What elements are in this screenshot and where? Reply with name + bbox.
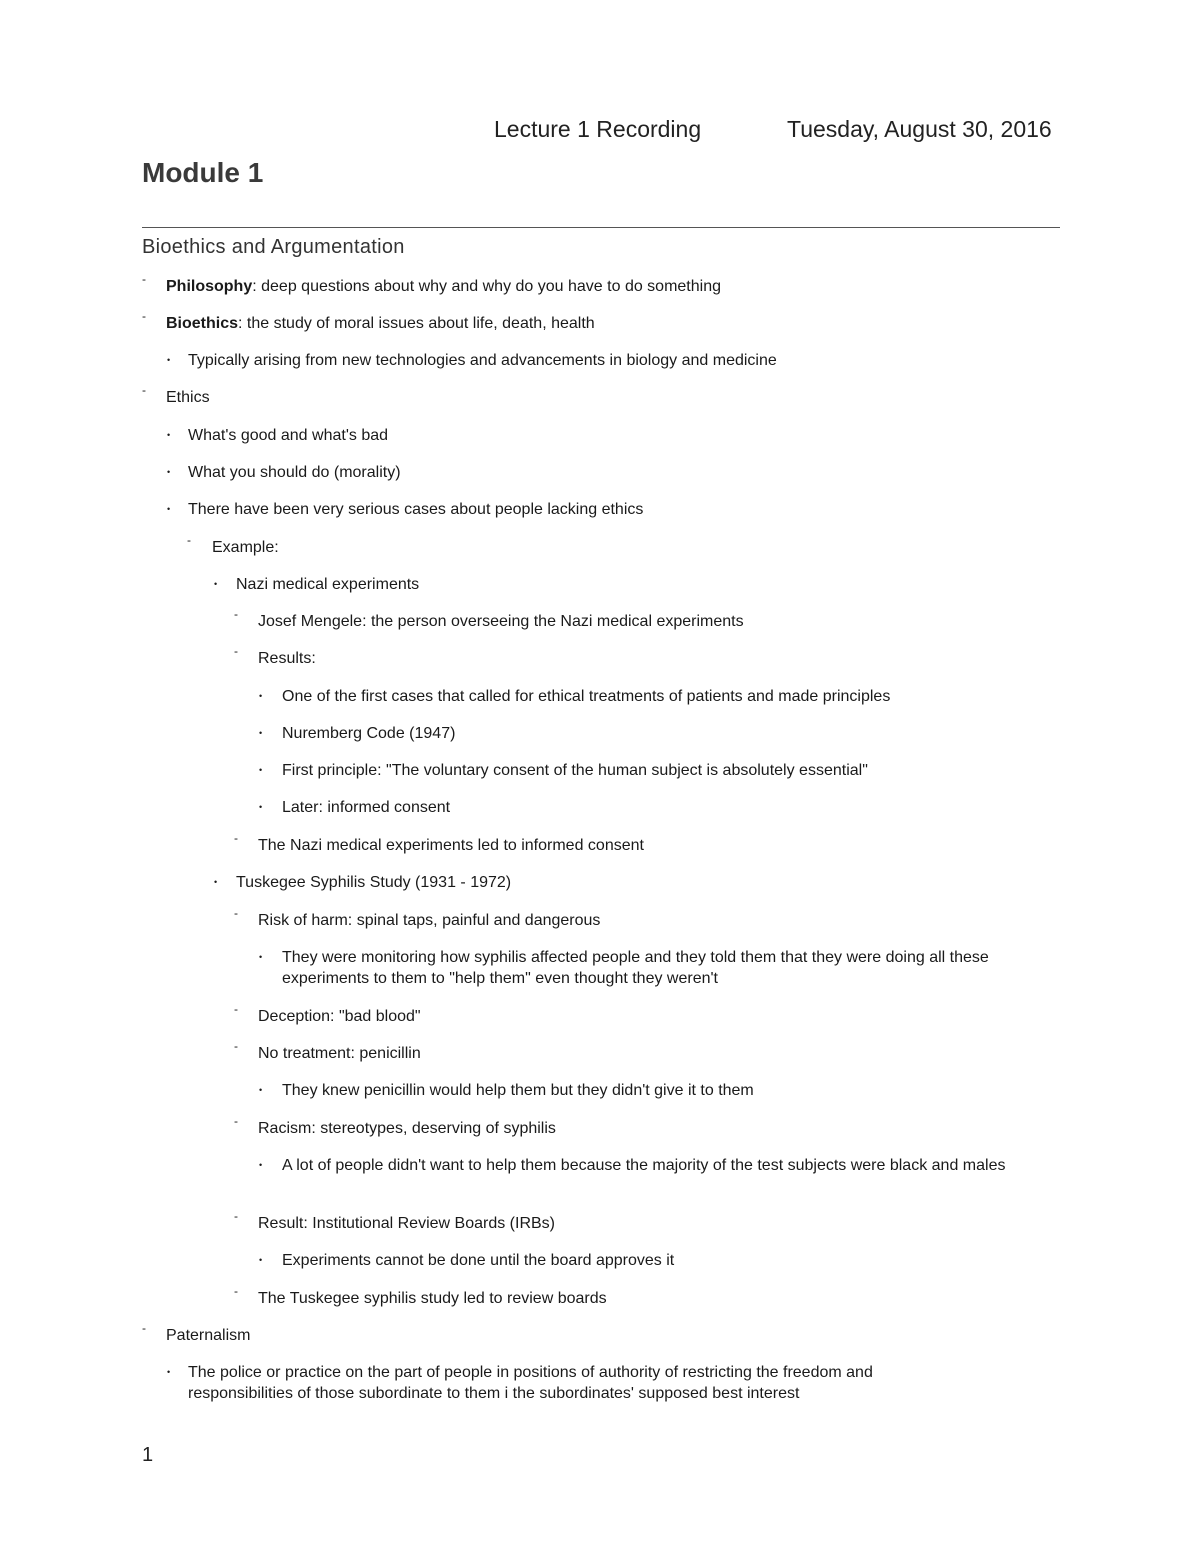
outline-item [142,383,1046,408]
section-title: Bioethics and Argumentation [142,236,405,258]
outline-item [259,1080,1052,1101]
item-text: First principle: "The voluntary consent of the human subject is absolutely essential" [282,762,868,779]
item-text: Typically arising from new technologies and advancements in biology and medicine [188,352,777,369]
bullet-marker: • [214,579,218,589]
item-text: A lot of people didn't want to help them because the majority of the test subjects were black and males [282,1157,1006,1174]
outline-item [167,462,1048,483]
bullet-marker: • [259,1160,263,1170]
outline-item [234,1284,1048,1309]
bullet-marker: • [214,877,218,887]
item-text: Nuremberg Code (1947) [282,725,456,742]
item-text: Result: Institutional Review Boards (IRBs) [258,1215,555,1232]
dash-marker: - [234,831,238,845]
item-text: They knew penicillin would help them but they didn't give it to them [282,1082,754,1099]
item-text: What's good and what's bad [188,427,389,444]
item-text: Nazi medical experiments [236,576,420,593]
item-text: The Nazi medical experiments led to informed consent [258,837,644,854]
dash-marker: - [234,1039,238,1053]
bullet-marker: • [167,430,171,440]
outline-item [234,1114,1048,1139]
item-text: : the study of moral issues about life, death, health [238,315,595,332]
module-title: Module 1 [142,157,264,188]
outline-item [259,797,1052,818]
outline-item [234,906,1048,931]
bullet-marker: • [259,728,263,738]
outline-item [259,1155,1042,1176]
outline-item [167,499,1048,520]
dash-marker: - [142,309,146,323]
dash-marker: - [234,1114,238,1128]
dash-marker: - [234,1002,238,1016]
item-text: Results: [258,650,316,667]
outline-item [234,1039,1048,1064]
item-text: Risk of harm: spinal taps, painful and dangerous [258,912,601,929]
dash-marker: - [234,644,238,658]
item-text: Later: informed consent [282,799,451,816]
item-text: Racism: stereotypes, deserving of syphilis [258,1120,556,1137]
outline-item [234,607,1048,632]
bullet-marker: • [259,802,263,812]
bullet-marker: • [259,765,263,775]
item-text: Tuskegee Syphilis Study (1931 - 1972) [236,874,512,891]
outline-item [259,1250,1052,1271]
item-text: Paternalism [166,1327,251,1344]
outline-item [234,1002,1048,1027]
lecture-date: Tuesday, August 30, 2016 [787,116,1052,142]
dash-marker: - [234,906,238,920]
outline-item [187,533,1042,558]
dash-marker: - [142,383,146,397]
dash-marker: - [234,1284,238,1298]
outline-item [259,723,1052,744]
item-text: They were monitoring how syphilis affected people and they told them that they were doing all these experiments to them to "help them" even thought they weren't [282,949,989,987]
item-text: Josef Mengele: the person overseeing the Nazi medical experiments [258,613,744,630]
bullet-marker: • [167,504,171,514]
item-text: One of the first cases that called for ethical treatments of patients and made principles [282,688,891,705]
outline-item [234,644,1048,669]
item-text: Experiments cannot be done until the board approves it [282,1252,675,1269]
term-philosophy: Philosophy [166,278,253,295]
bullet-marker: • [259,1255,263,1265]
bullet-marker: • [259,952,263,962]
item-text: What you should do (morality) [188,464,401,481]
outline-item [142,309,1046,334]
dash-marker: - [234,1209,238,1223]
outline-item [167,350,1048,371]
title-divider [142,227,1060,228]
item-text: No treatment: penicillin [258,1045,421,1062]
outline-item [214,574,1046,595]
item-text: Example: [212,539,279,556]
outline-item [214,872,1046,893]
term-bioethics: Bioethics [166,315,239,332]
page-number: 1 [142,1444,154,1466]
dash-marker: - [142,272,146,286]
item-text: : deep questions about why and why do you have to do something [252,278,721,295]
outline-item [234,1209,1048,1234]
outline-item [167,425,1048,446]
lecture-title: Lecture 1 Recording [494,116,702,142]
outline-item [259,760,1052,781]
dash-marker: - [142,1321,146,1335]
bullet-marker: • [167,1367,171,1377]
bullet-marker: • [259,1085,263,1095]
item-text: There have been very serious cases about people lacking ethics [188,501,644,518]
outline-item [142,272,1046,297]
outline-item [259,947,1037,989]
outline-item [142,1321,1046,1346]
dash-marker: - [234,607,238,621]
outline-item [234,831,1048,856]
outline-item [259,686,1052,707]
bullet-marker: • [259,691,263,701]
bullet-marker: • [167,467,171,477]
item-text: The police or practice on the part of people in positions of authority of restricting the freedom and responsibilities of those subordinate to them i the subordinates' supposed best interest [188,1364,873,1402]
item-text: Ethics [166,389,210,406]
outline-item [167,1362,963,1404]
item-text: Deception: "bad blood" [258,1008,421,1025]
dash-marker: - [187,533,191,547]
item-text: The Tuskegee syphilis study led to review boards [258,1290,607,1307]
bullet-marker: • [167,355,171,365]
